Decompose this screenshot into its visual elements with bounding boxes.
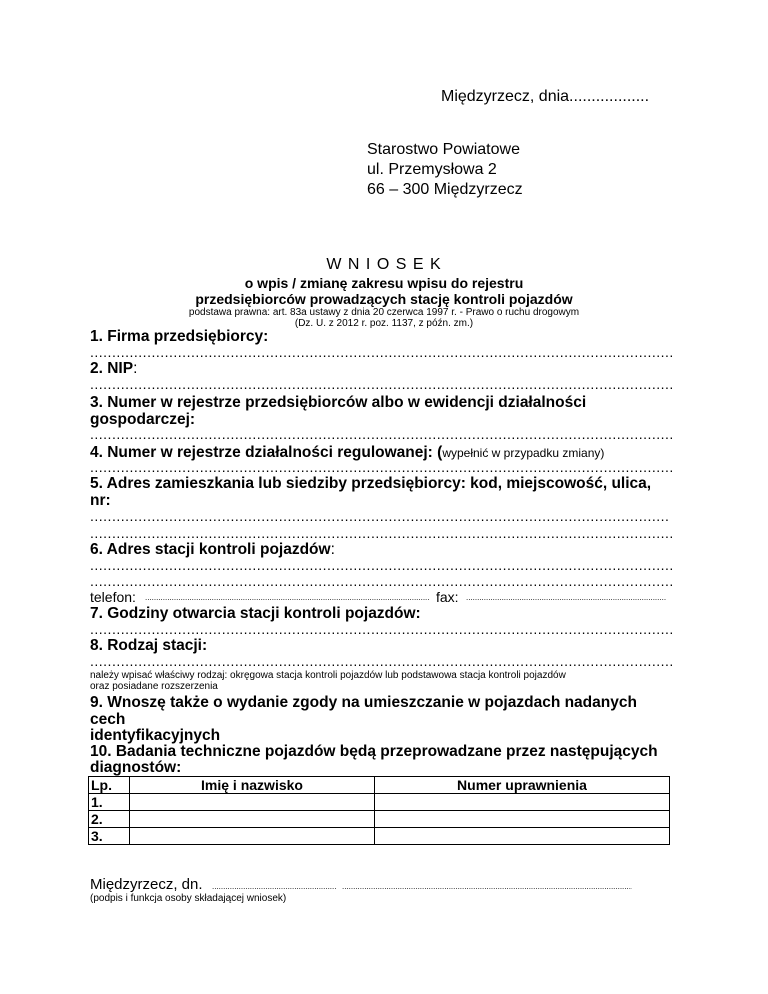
legal-basis-1: podstawa prawna: art. 83a ustawy z dnia 20 czerwca 1997 r. - Prawo o ruchu drogowym [188,307,580,318]
table-header-row [89,777,670,794]
item-1-field[interactable] [90,346,675,358]
legal-basis-2: (Dz. U. z 2012 r. poz. 1137, z późn. zm.) [294,318,474,329]
item-4-field[interactable] [90,461,675,473]
table-cell-name[interactable] [130,794,375,811]
addressee-line-2: ul. Przemysłowa 2 [367,161,497,178]
item-7-label: 7. Godziny otwarcia stacji kontroli pojazdów: [90,605,421,622]
item-6-label [90,541,335,559]
table-row [89,794,670,811]
form-title: W N I O S E K [326,256,442,273]
item-4-note: wypełnić w przypadku zmiany) [442,446,605,460]
item-9-label-a: 9. Wnoszę także o wydanie zgody na umieszczanie w pojazdach nadanych [90,694,637,711]
item-5-label-b: nr: [90,492,111,509]
item-8-label: 8. Rodzaj stacji: [90,637,208,654]
addressee-line-1: Starostwo Powiatowe [367,141,520,158]
phone-label: telefon: [90,589,136,605]
item-6-field-1[interactable] [90,559,675,571]
phone-field[interactable] [145,592,430,604]
table-row [89,828,670,845]
item-2-bold: 2. NIP [90,360,134,377]
item-2-colon: : [133,360,138,377]
item-3-field[interactable] [90,428,675,440]
item-2-label [90,360,137,378]
form-subtitle-1: o wpis / zmianę zakresu wpisu do rejestru [244,275,524,291]
item-10-label-a: 10. Badania techniczne pojazdów będą przeprowadzane przez następujących [90,743,658,760]
diagnosticians-table [88,776,670,845]
item-5-field-1[interactable] [90,510,668,522]
item-6-field-2[interactable] [90,575,675,587]
table-cell-name[interactable] [130,811,375,828]
item-3-label-b: gospodarczej: [90,411,196,428]
item-4-label [90,444,604,462]
table-cell-name[interactable] [130,828,375,845]
table-header-name: Imię i nazwisko [130,777,375,794]
item-8-note-2: oraz posiadane rozszerzenia [90,681,218,692]
fax-field[interactable] [466,592,666,604]
addressee-line-3: 66 – 300 Międzyrzecz [367,181,523,198]
footer-date-field[interactable] [212,881,337,893]
item-5-label-a: 5. Adres zamieszkania lub siedziby przedsiębiorcy: kod, miejscowość, ulica, [90,475,652,492]
table-cell-license[interactable] [375,828,670,845]
table-header-lp: Lp. [89,777,130,794]
item-8-field[interactable] [90,655,675,667]
item-3-label-a: 3. Numer w rejestrze przedsiębiorców albo w ewidencji działalności [90,394,587,411]
table-cell-license[interactable] [375,811,670,828]
signature-field[interactable] [342,881,632,893]
item-7-field[interactable] [90,623,675,635]
table-row-number: 2. [89,811,130,828]
form-subtitle-2: przedsiębiorców prowadzących stację kontroli pojazdów [195,291,573,307]
table-row [89,811,670,828]
item-9-label-b: cech [90,711,126,728]
item-10-label-b: diagnostów: [90,759,182,776]
item-8-note-1: należy wpisać właściwy rodzaj: okręgowa stacja kontroli pojazdów lub podstawowa stacja kontroli pojazdów [90,670,566,681]
item-2-field[interactable] [90,378,675,390]
item-6-colon: : [330,541,335,558]
place-date: Międzyrzecz, dnia.................. [441,88,650,105]
item-1-label: 1. Firma przedsiębiorcy: [90,328,269,345]
table-row-number: 3. [89,828,130,845]
item-4-bold: 4. Numer w rejestrze działalności regulowanej: ( [90,444,443,461]
fax-label: fax: [436,589,459,605]
footer-place: Międzyrzecz, dn. [90,876,203,893]
item-9-label-c: identyfikacyjnych [90,727,221,744]
signature-note: (podpis i funkcja osoby składającej wniosek) [90,893,287,904]
item-5-field-2[interactable] [90,527,675,539]
table-cell-license[interactable] [375,794,670,811]
table-header-license: Numer uprawnienia [375,777,670,794]
item-6-bold: 6. Adres stacji kontroli pojazdów [90,541,331,558]
table-row-number: 1. [89,794,130,811]
